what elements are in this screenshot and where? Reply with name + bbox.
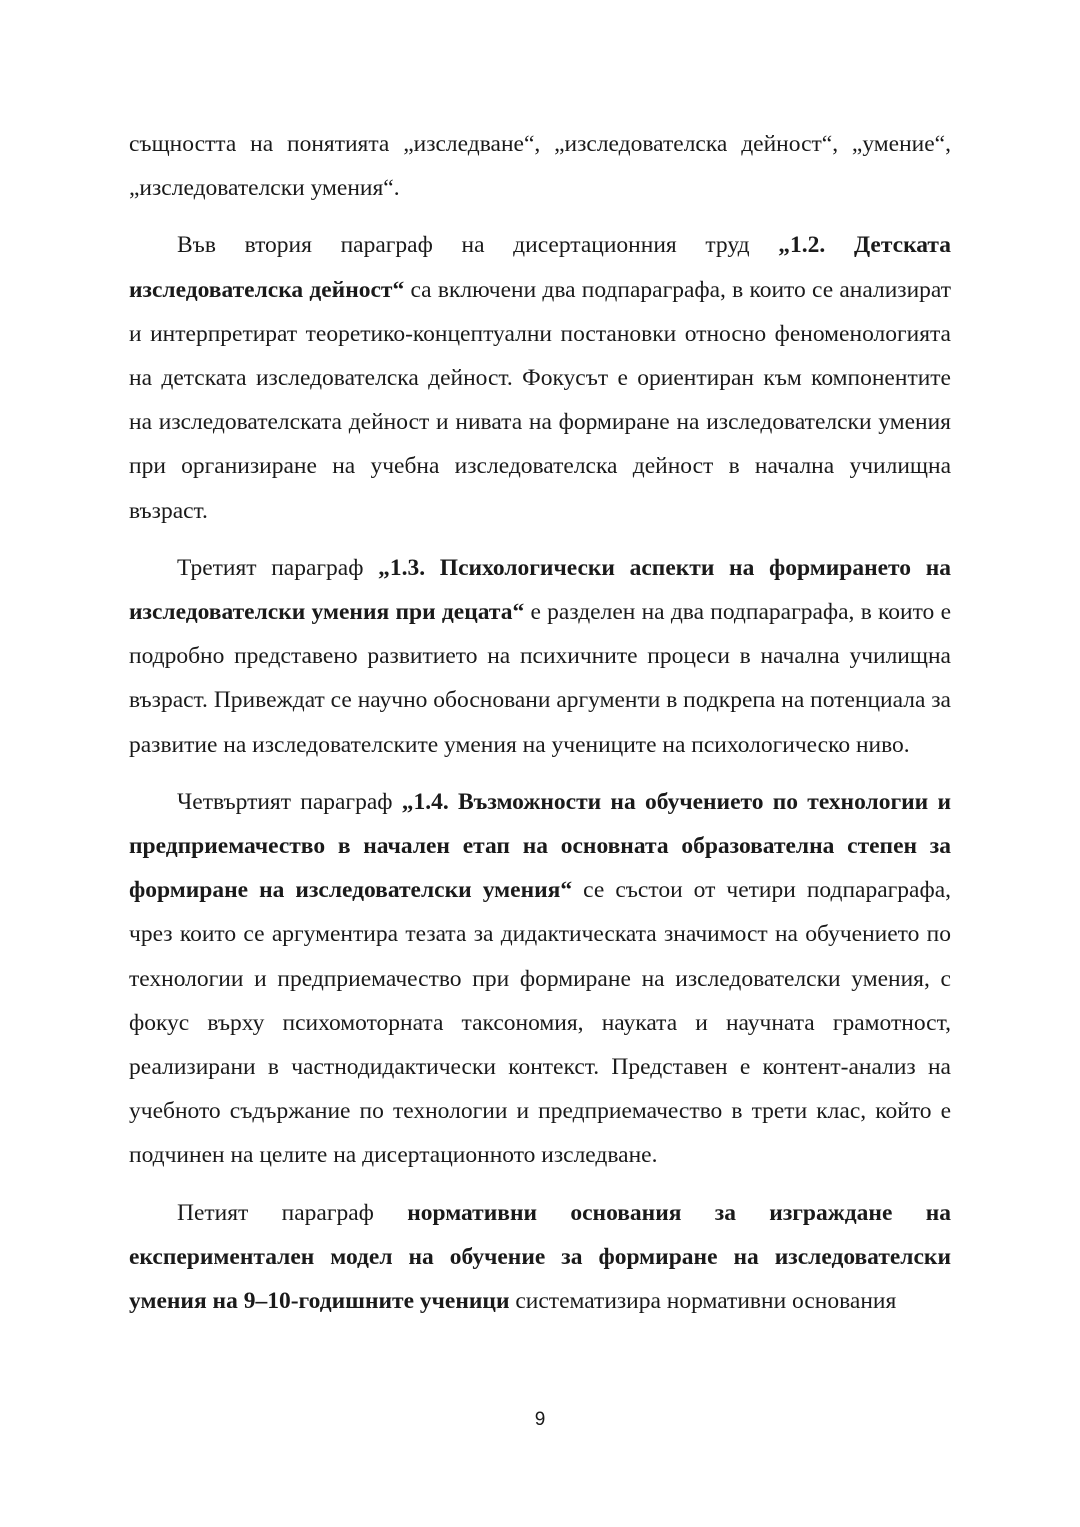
- paragraph-text: същността на понятията „изследване“, „изследователска дейност“, „умение“, „изследователски умения“.: [129, 131, 951, 202]
- section-heading-reference: „1.4. Възможности на обучението по технологии и предприемачество в начален етап на основната образователна степен за формиране на изследователски умения“: [129, 788, 951, 904]
- section-heading-reference: нормативни основания за изграждане на експериментален модел на обучение за формиране на изследователски умения на 9–10-годишните ученици: [129, 1199, 952, 1315]
- document-page: [129, 122, 951, 1336]
- paragraph-section-1-5: [129, 1191, 951, 1324]
- paragraph-text: се състои от четири подпараграфа, чрез които се аргументира тезата за дидактическата значимост на обучението по технологии и предприемачество при формиране на изследователски умения, с фокус върху психомоторната таксономия, науката и научната грамотност, реализирани в частнодидактически контекст. Представен е контент-анализ на учебното съдържание по технологии и предприемачество в трети клас, който е подчинен на целите на дисертационното изследване.: [129, 877, 951, 1169]
- paragraph-text: Четвъртият параграф: [177, 788, 402, 815]
- section-heading-reference: „1.3. Психологически аспекти на формирането на изследователски умения при децата“: [129, 554, 951, 626]
- paragraph-text: е разделен на два подпараграфа, в които е подробно представено развитието на психичните процеси в начална училищна възраст. Привеждат се научно обосновани аргументи в подкрепа на потенциала за развитие на изследователските умения на учениците на психологическо ниво.: [129, 599, 951, 758]
- page-number: 9: [534, 1409, 546, 1430]
- paragraph-text: Петият параграф: [177, 1199, 408, 1226]
- paragraph-section-1-3: [129, 546, 951, 767]
- paragraph-section-1-4: [129, 780, 951, 1178]
- paragraph-text: Третият параграф: [177, 554, 379, 581]
- paragraph-text: Във втория параграф на дисертационния труд: [177, 232, 779, 259]
- paragraph-section-1-2: [129, 223, 951, 532]
- section-heading-reference: „1.2. Детската изследователска дейност“: [129, 232, 951, 303]
- paragraph-continuation: [129, 122, 951, 210]
- paragraph-text: систематизира нормативни основания: [509, 1288, 897, 1315]
- paragraph-text: са включени два подпараграфа, в които се анализират и интерпретират теоретико-концептуални постановки относно феноменологията на детската изследователска дейност. Фокусът е ориентиран към компонентите на изследователската дейност и нивата на формиране на изследователски умения при организиране на учебна изследователска дейност в начална училищна възраст.: [129, 276, 952, 524]
